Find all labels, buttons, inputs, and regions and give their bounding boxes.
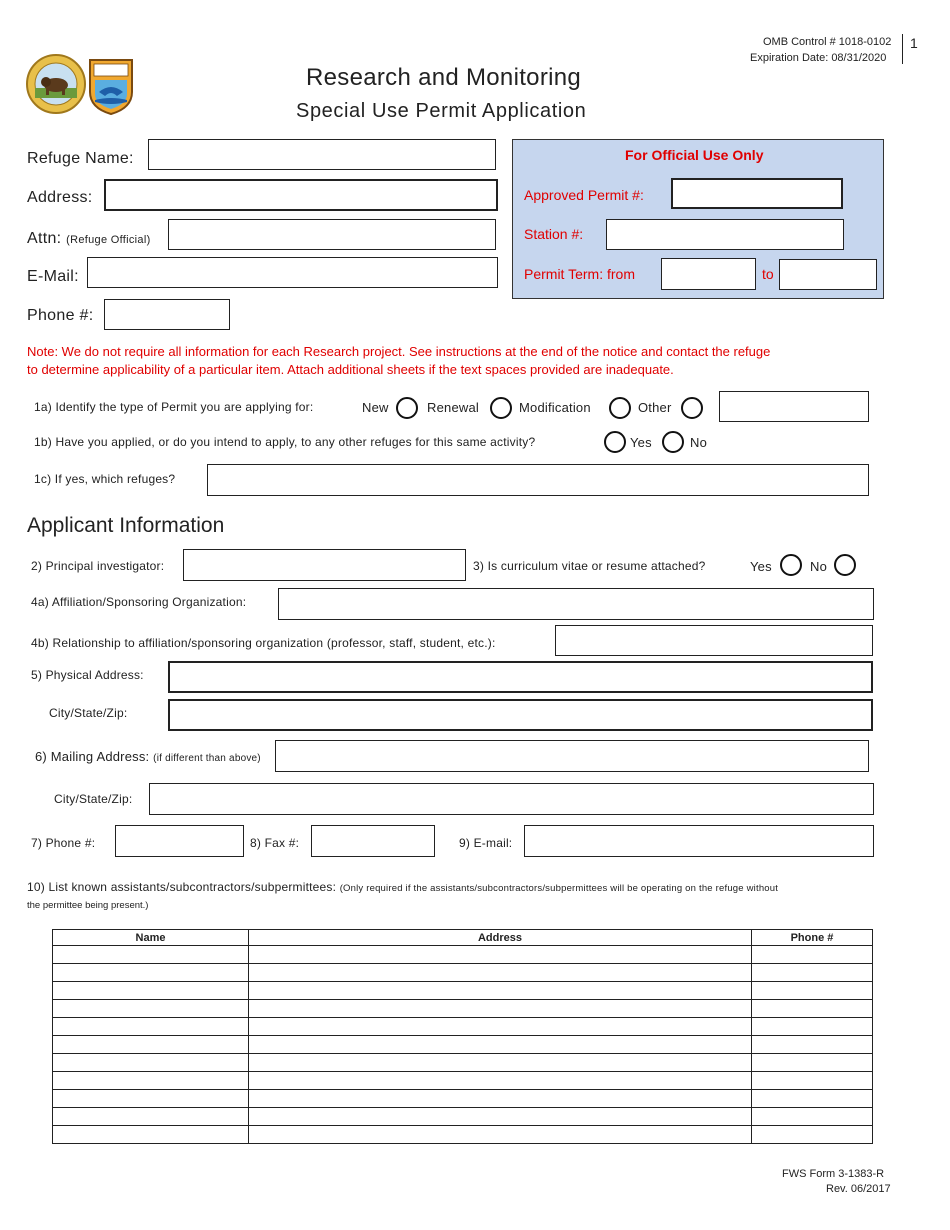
table-cell[interactable]: [53, 1018, 249, 1036]
table-cell[interactable]: [752, 946, 873, 964]
table-cell[interactable]: [249, 1090, 752, 1108]
q8-label: 8) Fax #:: [250, 836, 300, 850]
q1b-no-radio[interactable]: [662, 431, 684, 453]
table-cell[interactable]: [752, 982, 873, 1000]
table-cell[interactable]: [752, 1036, 873, 1054]
table-cell[interactable]: [752, 1054, 873, 1072]
q1b-label: 1b) Have you applied, or do you intend to apply, to any other refuges for this same activity?: [34, 435, 536, 449]
table-cell[interactable]: [53, 1000, 249, 1018]
table-cell[interactable]: [752, 1090, 873, 1108]
table-cell[interactable]: [752, 1072, 873, 1090]
phone-input[interactable]: [104, 299, 230, 330]
q4b-label: 4b) Relationship to affiliation/sponsoring organization (professor, staff, student, etc.):: [31, 636, 496, 650]
fws-shield-logo: [87, 56, 135, 116]
opt-modification-label: Modification: [519, 400, 591, 415]
header-divider: [902, 34, 903, 64]
email-input[interactable]: [87, 257, 498, 288]
station-label: Station #:: [524, 226, 584, 242]
table-cell[interactable]: [53, 946, 249, 964]
note-line-1: Note: We do not require all information for each Research project. See instructions at the end of the notice and contact the refuge: [27, 344, 771, 359]
table-cell[interactable]: [249, 982, 752, 1000]
q1c-input[interactable]: [207, 464, 869, 496]
q10-note-1: (Only required if the assistants/subcontractors/subpermittees will be operating on the refuge without: [339, 883, 779, 894]
principal-investigator-input[interactable]: [183, 549, 466, 581]
table-cell[interactable]: [752, 1018, 873, 1036]
affiliation-input[interactable]: [278, 588, 874, 620]
page-title: Research and Monitoring: [306, 64, 582, 91]
q1c-label: 1c) If yes, which refuges?: [34, 472, 176, 486]
opt-other-radio[interactable]: [681, 397, 703, 419]
station-input[interactable]: [606, 219, 844, 250]
attn-input[interactable]: [168, 219, 496, 250]
opt-renewal-radio[interactable]: [490, 397, 512, 419]
q1a-label: 1a) Identify the type of Permit you are applying for:: [34, 400, 314, 414]
table-cell[interactable]: [53, 1072, 249, 1090]
table-row: [53, 1108, 873, 1126]
attn-label: Attn: (Refuge Official): [27, 230, 151, 247]
permit-term-from-input[interactable]: [661, 258, 756, 290]
table-cell[interactable]: [53, 1036, 249, 1054]
table-cell[interactable]: [249, 1072, 752, 1090]
city1-input[interactable]: [168, 699, 873, 731]
approved-permit-input[interactable]: [671, 178, 843, 209]
table-row: [53, 1036, 873, 1054]
physical-address-input[interactable]: [168, 661, 873, 693]
q3-no-label: No: [810, 559, 828, 574]
table-row: [53, 1054, 873, 1072]
relationship-input[interactable]: [555, 625, 873, 656]
q9-label: 9) E-mail:: [459, 836, 513, 850]
address-input[interactable]: [104, 179, 498, 211]
phone2-input[interactable]: [115, 825, 244, 857]
q10-note-2: the permittee being present.): [27, 900, 149, 911]
email-label: E-Mail:: [27, 268, 79, 285]
table-cell[interactable]: [53, 1108, 249, 1126]
table-row: [53, 964, 873, 982]
page-subtitle: Special Use Permit Application: [296, 100, 587, 122]
table-cell[interactable]: [249, 946, 752, 964]
table-cell[interactable]: [752, 1000, 873, 1018]
opt-other-input[interactable]: [719, 391, 869, 422]
table-cell[interactable]: [249, 1126, 752, 1144]
applicant-heading: Applicant Information: [27, 514, 225, 537]
table-cell[interactable]: [249, 1018, 752, 1036]
permit-term-to-input[interactable]: [779, 259, 877, 290]
table-row: [53, 1126, 873, 1144]
column-header-address: Address: [249, 930, 752, 946]
refuge-name-input[interactable]: [148, 139, 496, 170]
opt-modification-radio[interactable]: [609, 397, 631, 419]
table-row: [53, 946, 873, 964]
q3-label: 3) Is curriculum vitae or resume attached?: [473, 559, 706, 573]
q7-label: 7) Phone #:: [31, 836, 96, 850]
opt-renewal-label: Renewal: [427, 400, 479, 415]
q1b-yes-label: Yes: [630, 435, 652, 450]
column-header-phone: Phone #: [752, 930, 873, 946]
page-number: 1: [910, 35, 918, 51]
q10-label: 10) List known assistants/subcontractors/subpermittees: (Only required if the assistants/subcontractors/subpermittees will be operating on the refuge without: [27, 880, 779, 894]
table-row: [53, 1000, 873, 1018]
opt-new-radio[interactable]: [396, 397, 418, 419]
fax-input[interactable]: [311, 825, 435, 857]
table-cell[interactable]: [249, 964, 752, 982]
table-row: [53, 1090, 873, 1108]
city2-input[interactable]: [149, 783, 874, 815]
column-header-name: Name: [53, 930, 249, 946]
table-cell[interactable]: [752, 1126, 873, 1144]
q1b-yes-radio[interactable]: [604, 431, 626, 453]
doi-seal-logo: [26, 52, 86, 116]
approved-permit-label: Approved Permit #:: [524, 187, 644, 203]
city1-label: City/State/Zip:: [49, 706, 128, 720]
permit-term-to-label: to: [762, 266, 774, 282]
city2-label: City/State/Zip:: [54, 792, 133, 806]
q3-yes-radio[interactable]: [780, 554, 802, 576]
q4a-label: 4a) Affiliation/Sponsoring Organization:: [31, 595, 247, 609]
assistants-table: [52, 929, 873, 1144]
table-cell[interactable]: [53, 1054, 249, 1072]
table-cell[interactable]: [249, 1036, 752, 1054]
permit-term-label: Permit Term: from: [524, 266, 635, 282]
q2-label: 2) Principal investigator:: [31, 559, 165, 573]
q5-label: 5) Physical Address:: [31, 668, 144, 682]
opt-other-label: Other: [638, 400, 672, 415]
table-row: [53, 982, 873, 1000]
table-cell[interactable]: [752, 964, 873, 982]
q3-no-radio[interactable]: [834, 554, 856, 576]
phone-label: Phone #:: [27, 307, 94, 324]
q6-note: (if different than above): [153, 753, 261, 764]
form-number: FWS Form 3-1383-R: [782, 1168, 885, 1180]
table-cell[interactable]: [53, 982, 249, 1000]
expiration-date: Expiration Date: 08/31/2020: [750, 52, 887, 64]
q3-yes-label: Yes: [750, 559, 772, 574]
official-use-title: For Official Use Only: [625, 147, 764, 163]
omb-control: OMB Control # 1018-0102: [763, 36, 892, 48]
form-revision: Rev. 06/2017: [826, 1183, 891, 1195]
table-cell[interactable]: [249, 1000, 752, 1018]
opt-new-label: New: [362, 400, 389, 415]
table-cell[interactable]: [53, 964, 249, 982]
address-label: Address:: [27, 189, 93, 206]
note-line-2: to determine applicability of a particular item. Attach additional sheets if the text spaces provided are inadequate.: [27, 362, 674, 377]
table-row: [53, 1018, 873, 1036]
email2-input[interactable]: [524, 825, 874, 857]
refuge-name-label: Refuge Name:: [27, 150, 134, 167]
table-cell[interactable]: [752, 1108, 873, 1126]
table-row: [53, 1072, 873, 1090]
q6-label: 6) Mailing Address: (if different than above): [35, 749, 261, 764]
table-cell[interactable]: [53, 1126, 249, 1144]
q1b-no-label: No: [690, 435, 708, 450]
table-cell[interactable]: [249, 1108, 752, 1126]
table-cell[interactable]: [249, 1054, 752, 1072]
attn-note: (Refuge Official): [66, 234, 151, 246]
mailing-address-input[interactable]: [275, 740, 869, 772]
table-cell[interactable]: [53, 1090, 249, 1108]
